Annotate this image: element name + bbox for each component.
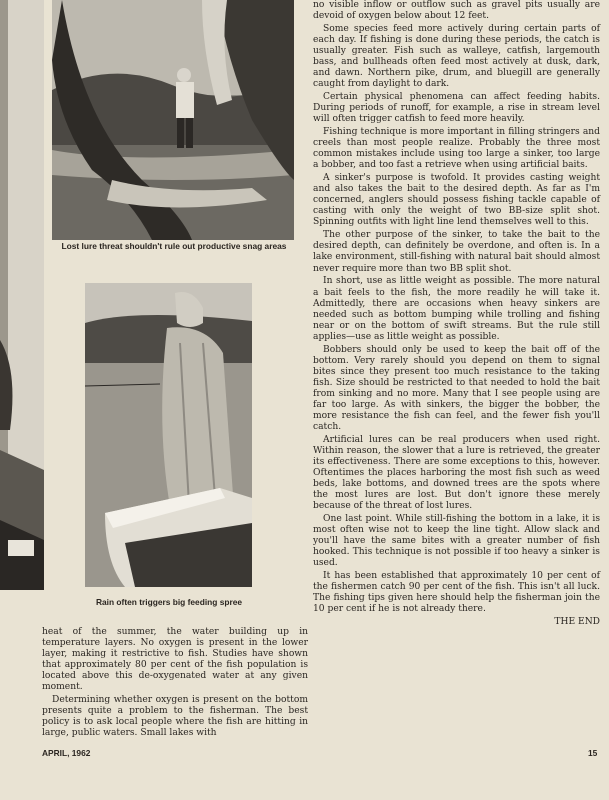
paragraph: In short, use as little weight as possible. The more natural a bait feels to the fish, the more readily he will take it. Admittedly, there are occasions when heavy sinkers are needed such as bottom bumping while trolling and fishing near or on the bottom of swift streams. But the rule still applies—use as little weight as possible.	[313, 276, 600, 342]
top-photo-fisherman-by-stream	[52, 0, 294, 240]
page-number: 15	[588, 748, 598, 758]
paragraph: Some species feed more actively during certain parts of each day. If fishing is done during these periods, the catch is usually greater. Fish such as walleye, catfish, largemouth bass, and bullheads often feed most actively at dusk, dark, and dawn. Northern pike, drum, and bluegill are generally caught from daylight to dark.	[313, 23, 600, 90]
paragraph: Artificial lures can be real producers when used right. Within reason, the slower that a lure is retrieved, the greater its effectiveness. There are some exceptions to this, however. Oftentimes the places harboring the most fish such as weed beds, lake bottoms, and downed trees are the spots where the most lures are lost. But don't ignore these merely because of the threat of lost lures.	[313, 434, 600, 512]
left-column-text	[42, 627, 308, 741]
paragraph: A sinker's purpose is twofold. It provides casting weight and also takes the bait to the desired depth. As far as I'm concerned, anglers should possess fishing tackle capable of casting with only the weight of two BB-size split shot. Spinning outfits with light line lend themselves well to this.	[313, 173, 600, 228]
paragraph: One last point. While still-fishing the bottom in a lake, it is most often wise not to keep the line tight. Allow slack and you'll have the same bites with a greater number of fish hooked. This technique is not possible if too heavy a sinker is used.	[313, 514, 600, 569]
middle-photo-caption: Rain often triggers big feeding spree	[95, 597, 243, 607]
paragraph: The other purpose of the sinker, to take the bait to the desired depth, can definitely be overdone, and often is. In a lake environment, still-fishing with natural bait should almost never require more than two BB split shot.	[313, 230, 600, 274]
paragraph: It has been established that approximately 10 per cent of the fishermen catch 90 per cent of the fish. This isn't all luck. The fishing tips given here should help the fisherman join the 10 per cent if he is not already there.	[313, 571, 600, 615]
middle-photo-fisherman-in-rain	[85, 283, 252, 587]
paragraph: Fishing technique is more important in filling stringers and creels than most people realize. Probably the three most common mistakes include using too large a sinker, too large a bobber, and too fast a retrieve when using artificial baits.	[313, 127, 600, 171]
footer-date: APRIL, 1962	[42, 748, 91, 758]
the-end-marker: THE END	[554, 617, 600, 628]
paragraph: heat of the summer, the water building up in temperature layers. No oxygen is present in the lower layer, making it restrictive to fish. Studies have shown that approximately 80 per cent of the fish population is located above this de-oxygenated water at any given moment.	[42, 627, 308, 693]
paragraph: no visible inflow or outflow such as gravel pits usually are devoid of oxygen below about 12 feet.	[313, 0, 600, 22]
left-edge-photo	[0, 0, 44, 590]
top-photo-caption: Lost lure threat shouldn't rule out productive snag areas	[61, 241, 287, 251]
paragraph: Determining whether oxygen is present on the bottom presents quite a problem to the fisherman. The best policy is to ask local people where the fish are hitting in large, public waters. Small lakes with	[42, 695, 308, 739]
paragraph: Bobbers should only be used to keep the bait off of the bottom. Very rarely should you depend on them to signal bites since they present too much resistance to the taking fish. Size should be restricted to that needed to hold the bait from sinking and no more. Many that I see people using are far too large. As with sinkers, the bigger the bobber, the more resistance the fish can feel, and the fewer fish you'll catch.	[313, 344, 600, 432]
paragraph: Certain physical phenomena can affect feeding habits. During periods of runoff, for example, a rise in stream level will often trigger catfish to feed more heavily.	[313, 92, 600, 125]
right-column-text	[313, 0, 600, 628]
